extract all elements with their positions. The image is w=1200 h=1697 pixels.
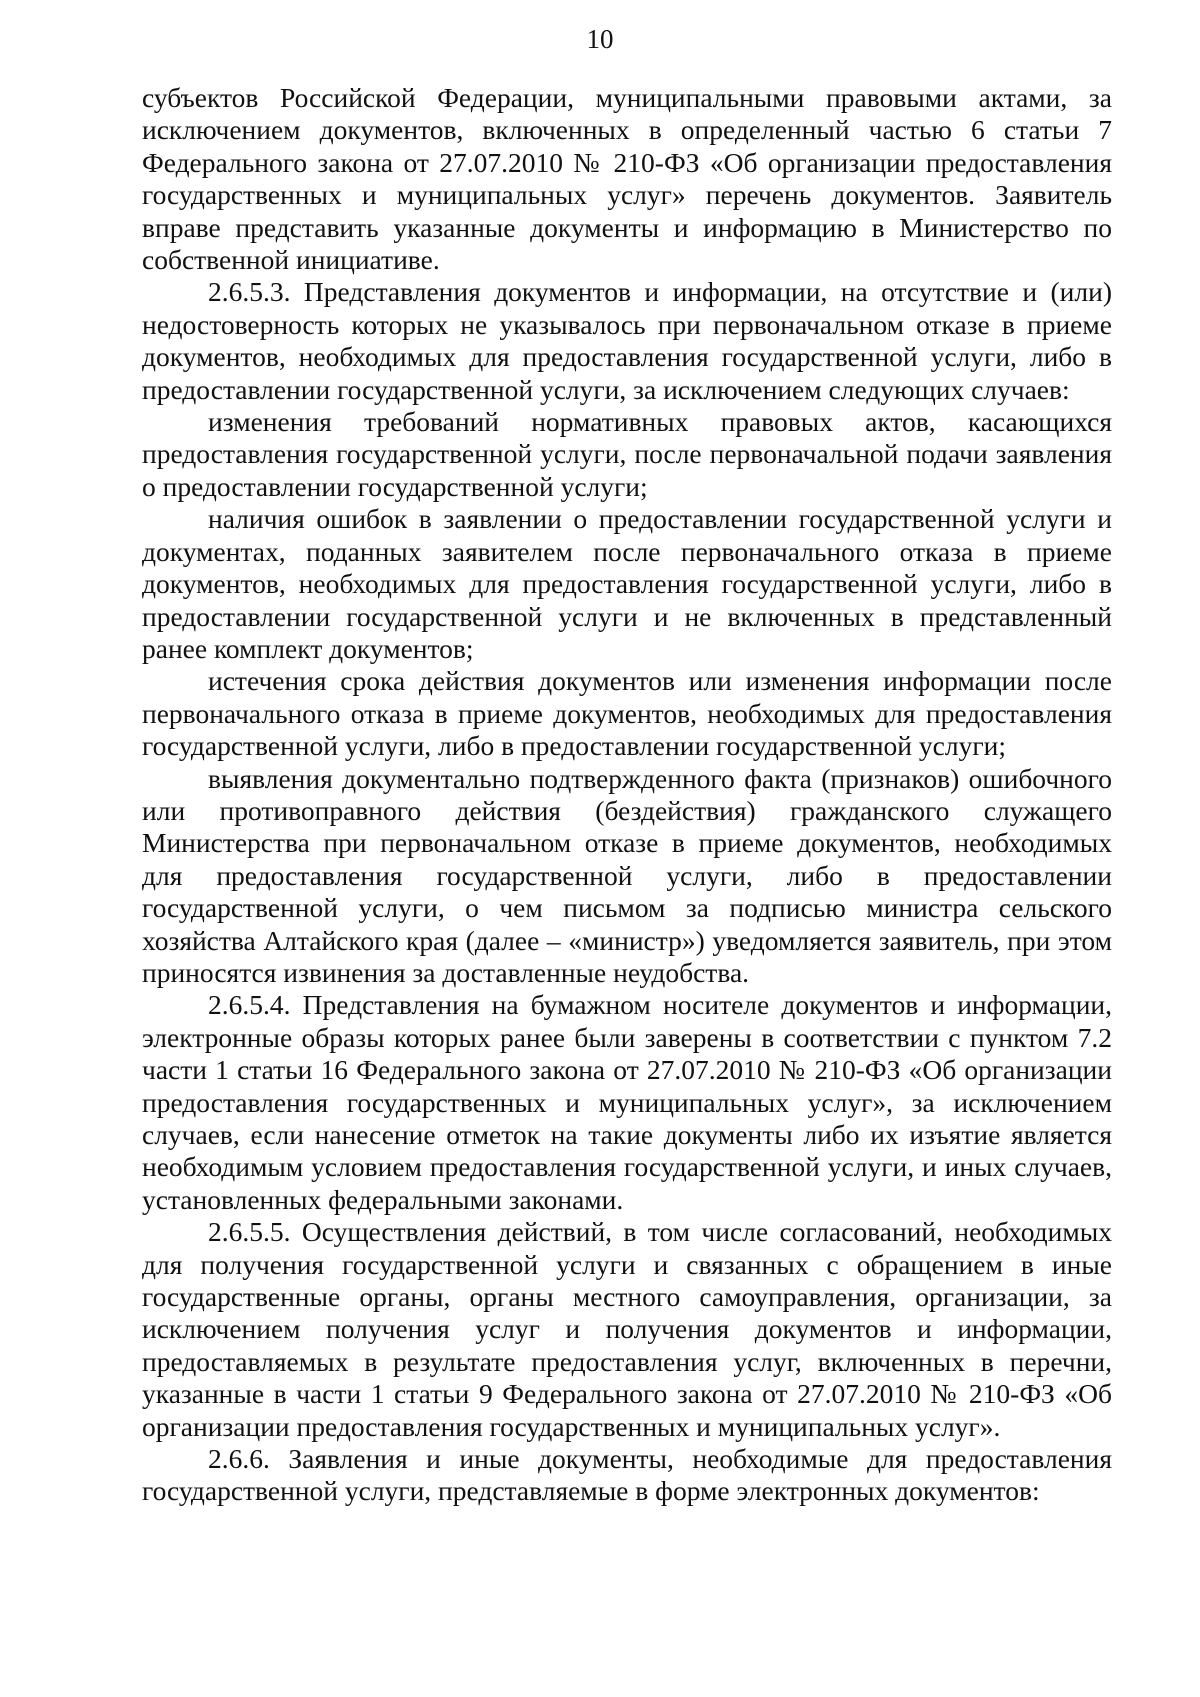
paragraph-2-6-5-3: 2.6.5.3. Представления документов и информации, на отсутствие и (или) недостоверность которых не указывалось при первоначальном отказе в приеме документов, необходимых для предоставления государственной услуги, либо в предоставлении государственной услуги, за исключением следующих случаев:	[142, 276, 1112, 405]
paragraph-2-6-6: 2.6.6. Заявления и иные документы, необходимые для предоставления государственной услуги, представляемые в форме электронных документов:	[142, 1443, 1112, 1507]
page-number: 10	[586, 24, 614, 54]
paragraph-continuation: субъектов Российской Федерации, муниципальными правовыми актами, за исключением документов, включенных в определенный частью 6 статьи 7 Федерального закона от 27.07.2010 № 210-ФЗ «Об организации предоставления государственных и муниципальных услуг» перечень документов. Заявитель вправе представить указанные документы и информацию в Министерство по собственной инициативе.	[142, 82, 1112, 276]
document-body	[142, 82, 1112, 1508]
paragraph-case-misconduct: выявления документально подтвержденного факта (признаков) ошибочного или противоправного действия (бездействия) гражданского служащего Министерства при первоначальном отказе в приеме документов, необходимых для предоставления государственной услуги, либо в предоставлении государственной услуги, о чем письмом за подписью министра сельского хозяйства Алтайского края (далее – «министр») уведомляется заявитель, при этом приносятся извинения за доставленные неудобства.	[142, 762, 1112, 988]
paragraph-2-6-5-5: 2.6.5.5. Осуществления действий, в том числе согласований, необходимых для получения государственной услуги и связанных с обращением в иные государственные органы, органы местного самоуправления, организации, за исключением получения услуг и получения документов и информации, предоставляемых в результате предоставления услуг, включенных в перечни, указанные в части 1 статьи 9 Федерального закона от 27.07.2010 № 210-ФЗ «Об организации предоставления государственных и муниципальных услуг».	[142, 1216, 1112, 1442]
paragraph-2-6-5-4: 2.6.5.4. Представления на бумажном носителе документов и информации, электронные образы которых ранее были заверены в соответствии с пунктом 7.2 части 1 статьи 16 Федерального закона от 27.07.2010 № 210-ФЗ «Об организации предоставления государственных и муниципальных услуг», за исключением случаев, если нанесение отметок на такие документы либо их изъятие является необходимым условием предоставления государственной услуги, и иных случаев, установленных федеральными законами.	[142, 989, 1112, 1215]
paragraph-case-requirements-change: изменения требований нормативных правовых актов, касающихся предоставления государственной услуги, после первоначальной подачи заявления о предоставлении государственной услуги;	[142, 406, 1112, 502]
paragraph-case-errors: наличия ошибок в заявлении о предоставлении государственной услуги и документах, поданных заявителем после первоначального отказа в приеме документов, необходимых для предоставления государственной услуги, либо в предоставлении государственной услуги и не включенных в представленный ранее комплект документов;	[142, 503, 1112, 664]
paragraph-case-expiry: истечения срока действия документов или изменения информации после первоначального отказа в приеме документов, необходимых для предоставления государственной услуги, либо в предоставлении государственной услуги;	[142, 665, 1112, 762]
